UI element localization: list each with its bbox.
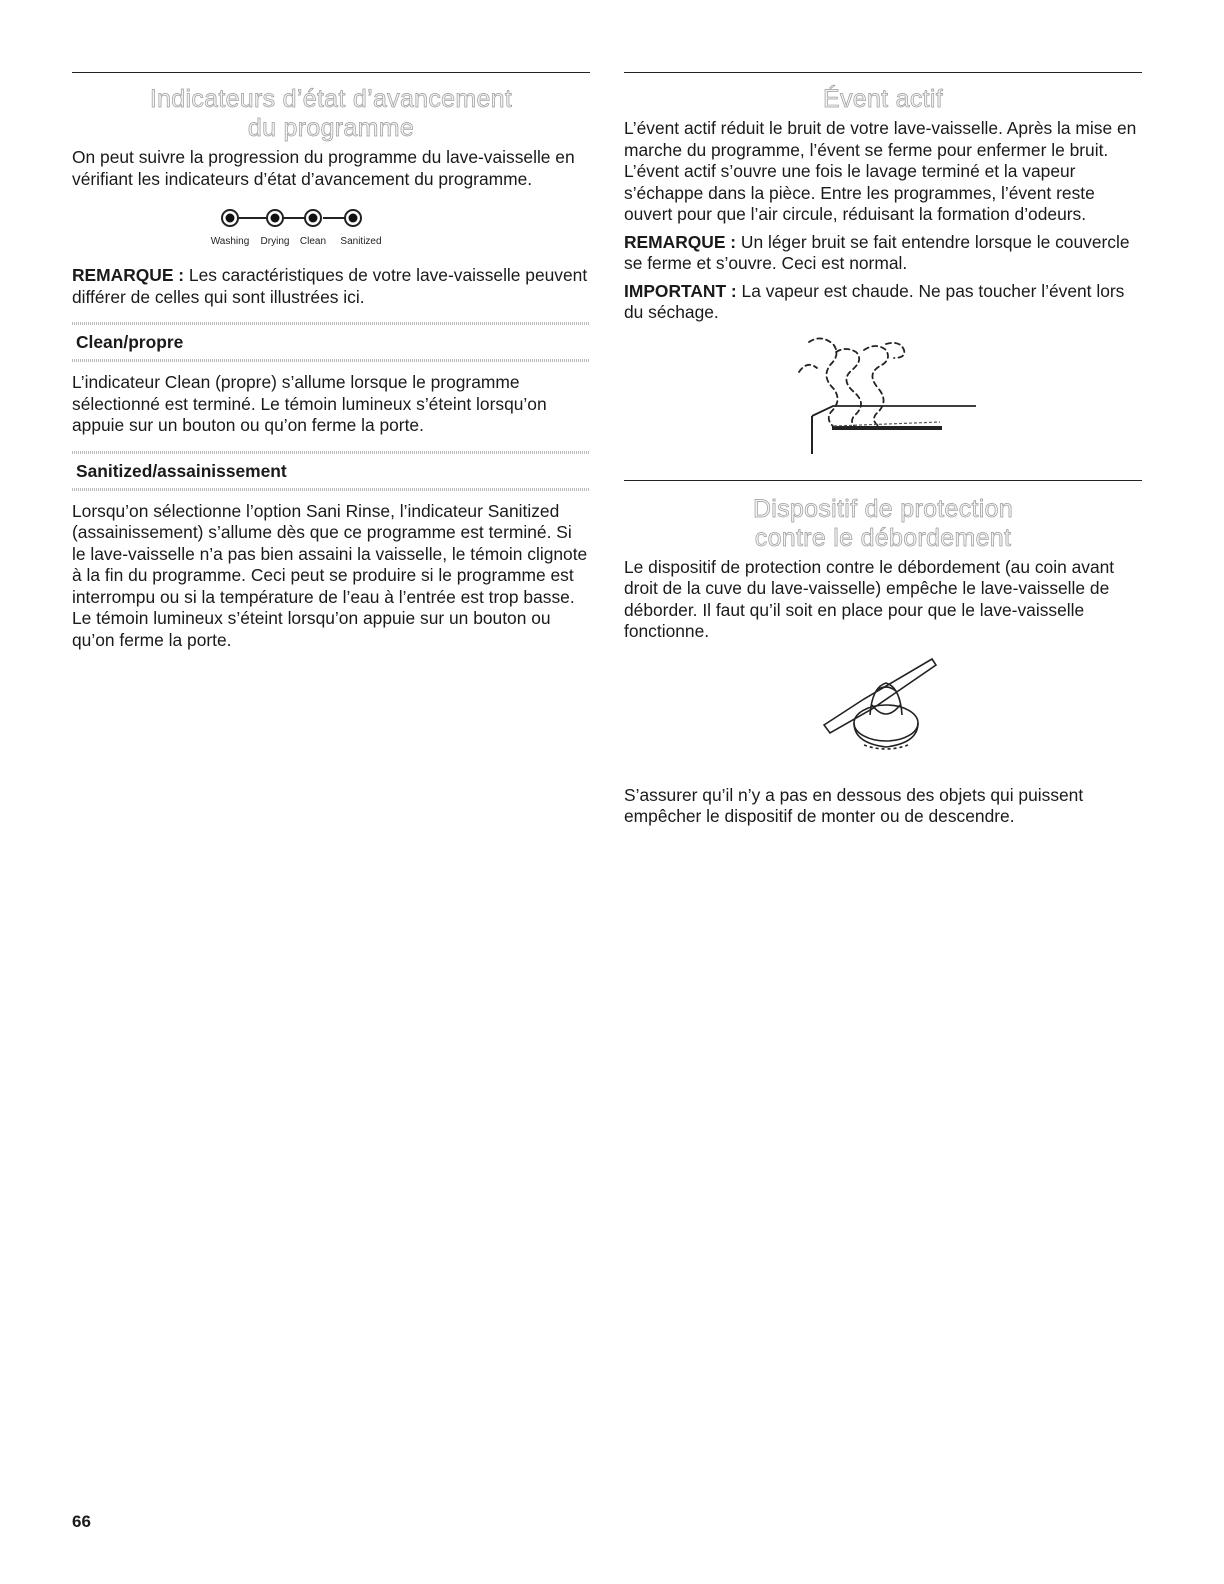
left-column — [72, 72, 590, 657]
status-indicators-illustration — [72, 206, 590, 250]
overflow-paragraph-2: S’assurer qu’il n’y a pas en dessous des objets qui puissent empêcher le dispositif de monter ou de descendre. — [624, 784, 1084, 826]
clean-heading-bar — [72, 322, 590, 362]
page-number: 66 — [72, 1512, 91, 1531]
indicator-label-clean: Clean — [299, 236, 327, 247]
indicator-label-sanitized: Sanitized — [340, 236, 382, 247]
sanitized-heading-bar — [72, 451, 590, 491]
vent-important: IMPORTANT : La vapeur est chaude. Ne pas toucher l’évent lors du séchage. — [624, 280, 1125, 322]
clean-paragraph: L’indicateur Clean (propre) s’allume lorsque le programme sélectionné est terminé. Le témoin lumineux s’éteint lorsqu’on appuie sur un bouton ou qu’on ferme la porte. — [72, 372, 547, 435]
section-rule — [624, 480, 1142, 481]
indicators-intro: On peut suivre la progression du programme du lave-vaisselle en vérifiant les indicateurs d’état d’avancement du programme. — [72, 147, 575, 189]
sanitized-heading: Sanitized/assainissement — [76, 460, 287, 481]
right-column — [624, 72, 1142, 834]
indicator-light-clean — [305, 210, 321, 226]
indicator-light-drying — [267, 210, 283, 226]
clean-heading: Clean/propre — [76, 332, 184, 352]
overflow-float-illustration — [624, 651, 1142, 761]
indicator-label-washing: Washing — [210, 236, 250, 247]
vent-note: REMARQUE : Un léger bruit se fait entendre lorsque le couvercle se ferme et s’ouvre. Ceci est normal. — [624, 231, 1130, 273]
vent-steam-illustration — [624, 330, 1142, 470]
indicator-label-drying: Drying — [260, 236, 290, 247]
vent-paragraph: L’évent actif réduit le bruit de votre lave-vaisselle. Après la mise en marche du programme, l’évent se ferme pour enfermer le bruit. L’évent actif s’ouvre une fois le lavage terminé et la vapeur s’échappe dans la pièce. Entre les programmes, l’évent reste ouvert pour que l’air circule, réduisant la formation d’odeurs. — [624, 118, 1137, 224]
section-title-indicators: Indicateurs d’état d’avancement du programme — [149, 85, 513, 142]
indicators-note: REMARQUE : Les caractéristiques de votre lave-vaisselle peuvent différer de celles qui sont illustrées ici. — [72, 265, 588, 307]
overflow-paragraph: Le dispositif de protection contre le débordement (au coin avant droit de la cuve du lave-vaisselle) empêche le lave-vaisselle de déborder. Il faut qu’il soit en place pour que le lave-vaisselle fonctionne. — [624, 556, 1115, 641]
indicator-light-washing — [222, 210, 238, 226]
top-rule — [72, 72, 590, 73]
section-title-overflow: Dispositif de protection contre le débordement — [752, 494, 1014, 552]
top-rule — [624, 72, 1142, 73]
indicator-light-sanitized — [345, 210, 361, 226]
sanitized-paragraph: Lorsqu’on sélectionne l’option Sani Rinse, l’indicateur Sanitized (assainissement) s’allume dès que ce programme est terminé. Si le lave-vaisselle n’a pas bien assaini la vaisselle, le témoin clignote à la fin du programme. Ceci peut se produire si le programme est interrompu ou si la température de l’eau à l’entrée est trop basse. Le témoin lumineux s’éteint lorsqu’on appuie sur un bouton ou qu’on ferme la porte. — [72, 500, 588, 650]
section-title-vent: Évent actif — [822, 85, 944, 113]
